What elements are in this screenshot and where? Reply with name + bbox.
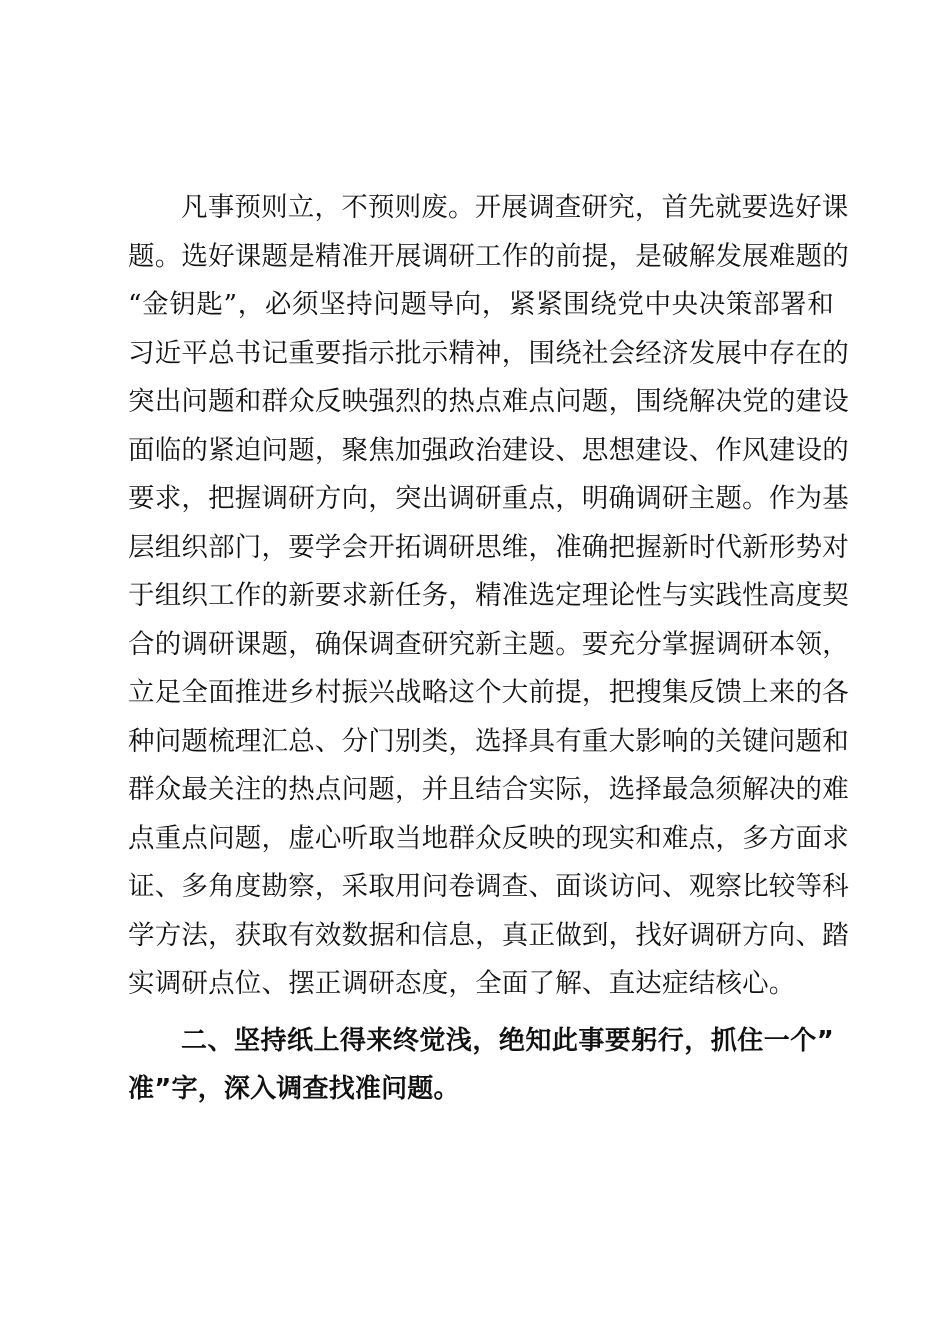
paragraph-line: 凡事预则立，不预则废。开展调查研究，首先就要选好课 (181, 192, 849, 223)
paragraph-line: 层组织部门，要学会开拓调研思维，准确把握新时代新形势对 (128, 531, 849, 563)
paragraph-line: 突出问题和群众反映强烈的热点难点问题，围绕解决党的建设 (128, 386, 849, 417)
paragraph-line: 立足全面推进乡村振兴战略这个大前提，把搜集反馈上来的各 (128, 677, 849, 708)
paragraph-line: 学方法，获取有效数据和信息，真正做到，找好调研方向、踏 (128, 919, 849, 951)
document-body (128, 184, 849, 1114)
section-heading-2 (128, 1017, 834, 1114)
paragraph-line: “金钥匙”，必须坚持问题导向，紧紧围绕党中央决策部署和 (128, 289, 834, 320)
heading-line: 准”字，深入调查找准问题。 (128, 1074, 460, 1104)
paragraph-spacer (128, 1009, 834, 1017)
paragraph-line: 证、多角度勘察，采取用问卷调查、面谈访问、观察比较等科 (128, 871, 849, 902)
paragraph-line: 要求，把握调研方向，突出调研重点，明确调研主题。作为基 (128, 483, 849, 514)
paragraph-line: 面临的紧迫问题，聚焦加强政治建设、思想建设、作风建设的 (128, 434, 849, 466)
paragraph-line: 群众最关注的热点问题，并且结合实际，选择最急须解决的难 (128, 774, 849, 805)
paragraph-1 (128, 184, 849, 1009)
paragraph-line: 于组织工作的新要求新任务，精准选定理论性与实践性高度契 (128, 580, 849, 611)
paragraph-line: 题。选好课题是精准开展调研工作的前提，是破解发展难题的 (128, 240, 849, 272)
paragraph-line: 习近平总书记重要指示批示精神，围绕社会经济发展中存在的 (128, 337, 849, 369)
paragraph-line: 合的调研课题，确保调查研究新主题。要充分掌握调研本领， (128, 628, 849, 660)
heading-line: 二、坚持纸上得来终觉浅，绝知此事要躬行，抓住一个” (181, 1025, 834, 1056)
paragraph-line: 点重点问题，虚心听取当地群众反映的现实和难点，多方面求 (128, 822, 849, 854)
paragraph-line: 实调研点位、摆正调研态度，全面了解、直达症结核心。 (128, 968, 796, 999)
paragraph-line: 种问题梳理汇总、分门别类，选择具有重大影响的关键问题和 (128, 725, 849, 757)
